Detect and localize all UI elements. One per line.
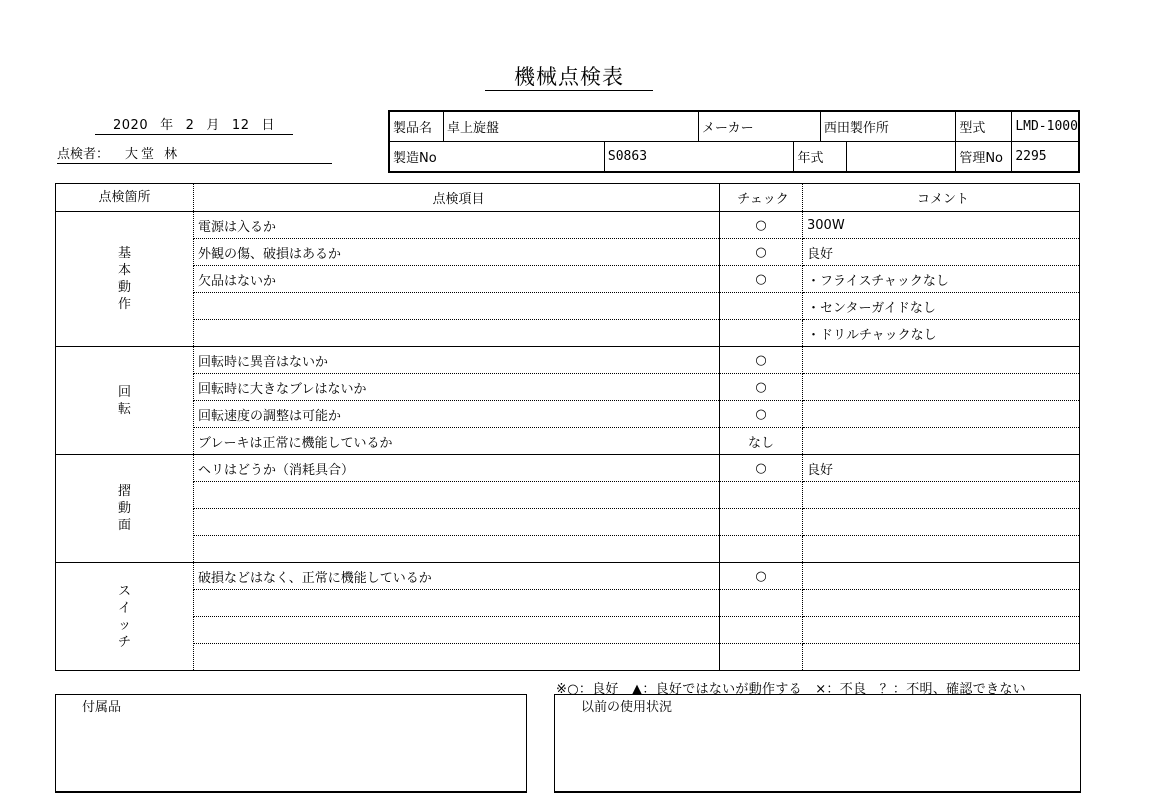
year-model-label: 年式 bbox=[794, 142, 847, 173]
item-cell: ヘリはどうか（消耗具合） bbox=[194, 455, 720, 482]
model-value: LMD-1000 bbox=[1012, 111, 1079, 142]
table-row bbox=[56, 212, 1080, 239]
header-row bbox=[56, 184, 1080, 212]
product-value: 卓上旋盤 bbox=[444, 111, 699, 142]
table-row bbox=[56, 563, 1080, 590]
date-year-unit: 年 bbox=[160, 118, 174, 133]
comment-cell bbox=[803, 428, 1080, 455]
check-cell bbox=[720, 293, 803, 320]
check-cell: ○ bbox=[720, 401, 803, 428]
item-cell: 回転時に大きなブレはないか bbox=[194, 374, 720, 401]
item-cell bbox=[194, 590, 720, 617]
comment-cell bbox=[803, 617, 1080, 644]
check-cell: ○ bbox=[720, 266, 803, 293]
comment-cell: ・センターガイドなし bbox=[803, 293, 1080, 320]
item-cell: 回転時に異音はないか bbox=[194, 347, 720, 374]
comment-cell bbox=[803, 482, 1080, 509]
mgmt-value: 2295 bbox=[1012, 142, 1079, 173]
product-info-table bbox=[388, 110, 1080, 173]
inspector-label: 点検者： bbox=[57, 147, 110, 162]
comment-cell bbox=[803, 374, 1080, 401]
table-row bbox=[56, 266, 1080, 293]
inspection-date bbox=[95, 118, 293, 135]
inspector-line bbox=[57, 147, 332, 164]
check-cell bbox=[720, 509, 803, 536]
product-label: 製品名 bbox=[389, 111, 444, 142]
serial-value: S0863 bbox=[604, 142, 794, 173]
comment-cell bbox=[803, 563, 1080, 590]
check-cell bbox=[720, 617, 803, 644]
table-row bbox=[56, 509, 1080, 536]
model-label: 型式 bbox=[956, 111, 1012, 142]
previous-usage-box bbox=[554, 694, 1081, 793]
maker-label: メーカー bbox=[698, 111, 820, 142]
serial-label: 製造No bbox=[389, 142, 604, 173]
check-cell: ○ bbox=[720, 563, 803, 590]
inspection-table bbox=[55, 183, 1080, 671]
accessories-label: 付属品 bbox=[82, 700, 122, 715]
check-cell bbox=[720, 536, 803, 563]
check-cell bbox=[720, 590, 803, 617]
check-cell bbox=[720, 320, 803, 347]
inspector-name: 大堂 林 bbox=[125, 147, 181, 162]
comment-cell: 300W bbox=[803, 212, 1080, 239]
item-cell: 回転速度の調整は可能か bbox=[194, 401, 720, 428]
maker-value: 西田製作所 bbox=[820, 111, 955, 142]
comment-cell: ・フライスチャックなし bbox=[803, 266, 1080, 293]
item-cell bbox=[194, 644, 720, 671]
date-month-unit: 月 bbox=[206, 118, 220, 133]
check-cell: ○ bbox=[720, 347, 803, 374]
comment-cell bbox=[803, 347, 1080, 374]
table-row bbox=[56, 455, 1080, 482]
check-cell: ○ bbox=[720, 455, 803, 482]
table-row bbox=[56, 644, 1080, 671]
area-cell: ス イ ッ チ bbox=[56, 563, 194, 671]
check-cell: ○ bbox=[720, 212, 803, 239]
comment-cell bbox=[803, 536, 1080, 563]
year-model-value bbox=[847, 142, 956, 173]
area-cell: 回 転 bbox=[56, 347, 194, 455]
comment-cell bbox=[803, 590, 1080, 617]
check-cell: なし bbox=[720, 428, 803, 455]
table-row bbox=[56, 401, 1080, 428]
area-cell: 基 本 動 作 bbox=[56, 212, 194, 347]
item-cell bbox=[194, 617, 720, 644]
mgmt-label: 管理No bbox=[956, 142, 1012, 173]
page-title: 機械点検表 bbox=[485, 64, 653, 91]
legend-note: ※○：良好 ▲：良好ではないが動作する ×：不良 ？：不明、確認できない bbox=[556, 682, 1026, 697]
date-day-unit: 日 bbox=[261, 118, 275, 133]
header-check: チェック bbox=[720, 184, 803, 212]
item-cell bbox=[194, 320, 720, 347]
check-cell bbox=[720, 644, 803, 671]
header-area: 点検箇所 bbox=[56, 184, 194, 212]
table-row bbox=[56, 536, 1080, 563]
table-row bbox=[56, 239, 1080, 266]
check-cell: ○ bbox=[720, 239, 803, 266]
table-row bbox=[56, 617, 1080, 644]
comment-cell bbox=[803, 509, 1080, 536]
table-row bbox=[56, 320, 1080, 347]
item-cell: ブレーキは正常に機能しているか bbox=[194, 428, 720, 455]
table-row bbox=[56, 482, 1080, 509]
date-day: 12 bbox=[231, 118, 250, 133]
item-cell bbox=[194, 536, 720, 563]
table-row bbox=[56, 428, 1080, 455]
check-cell: ○ bbox=[720, 374, 803, 401]
comment-cell bbox=[803, 644, 1080, 671]
item-cell bbox=[194, 293, 720, 320]
date-month: 2 bbox=[185, 118, 195, 133]
item-cell: 破損などはなく、正常に機能しているか bbox=[194, 563, 720, 590]
accessories-box bbox=[55, 694, 527, 793]
item-cell: 欠品はないか bbox=[194, 266, 720, 293]
date-year: 2020 bbox=[113, 118, 149, 133]
check-cell bbox=[720, 482, 803, 509]
comment-cell: ・ドリルチャックなし bbox=[803, 320, 1080, 347]
area-cell: 摺 動 面 bbox=[56, 455, 194, 563]
item-cell: 外観の傷、破損はあるか bbox=[194, 239, 720, 266]
item-cell: 電源は入るか bbox=[194, 212, 720, 239]
table-row bbox=[56, 293, 1080, 320]
header-item: 点検項目 bbox=[194, 184, 720, 212]
table-row bbox=[56, 374, 1080, 401]
table-row bbox=[56, 347, 1080, 374]
comment-cell: 良好 bbox=[803, 239, 1080, 266]
comment-cell bbox=[803, 401, 1080, 428]
previous-usage-label: 以前の使用状況 bbox=[581, 700, 673, 715]
item-cell bbox=[194, 482, 720, 509]
item-cell bbox=[194, 509, 720, 536]
table-row bbox=[56, 590, 1080, 617]
comment-cell: 良好 bbox=[803, 455, 1080, 482]
header-comment: コメント bbox=[803, 184, 1080, 212]
